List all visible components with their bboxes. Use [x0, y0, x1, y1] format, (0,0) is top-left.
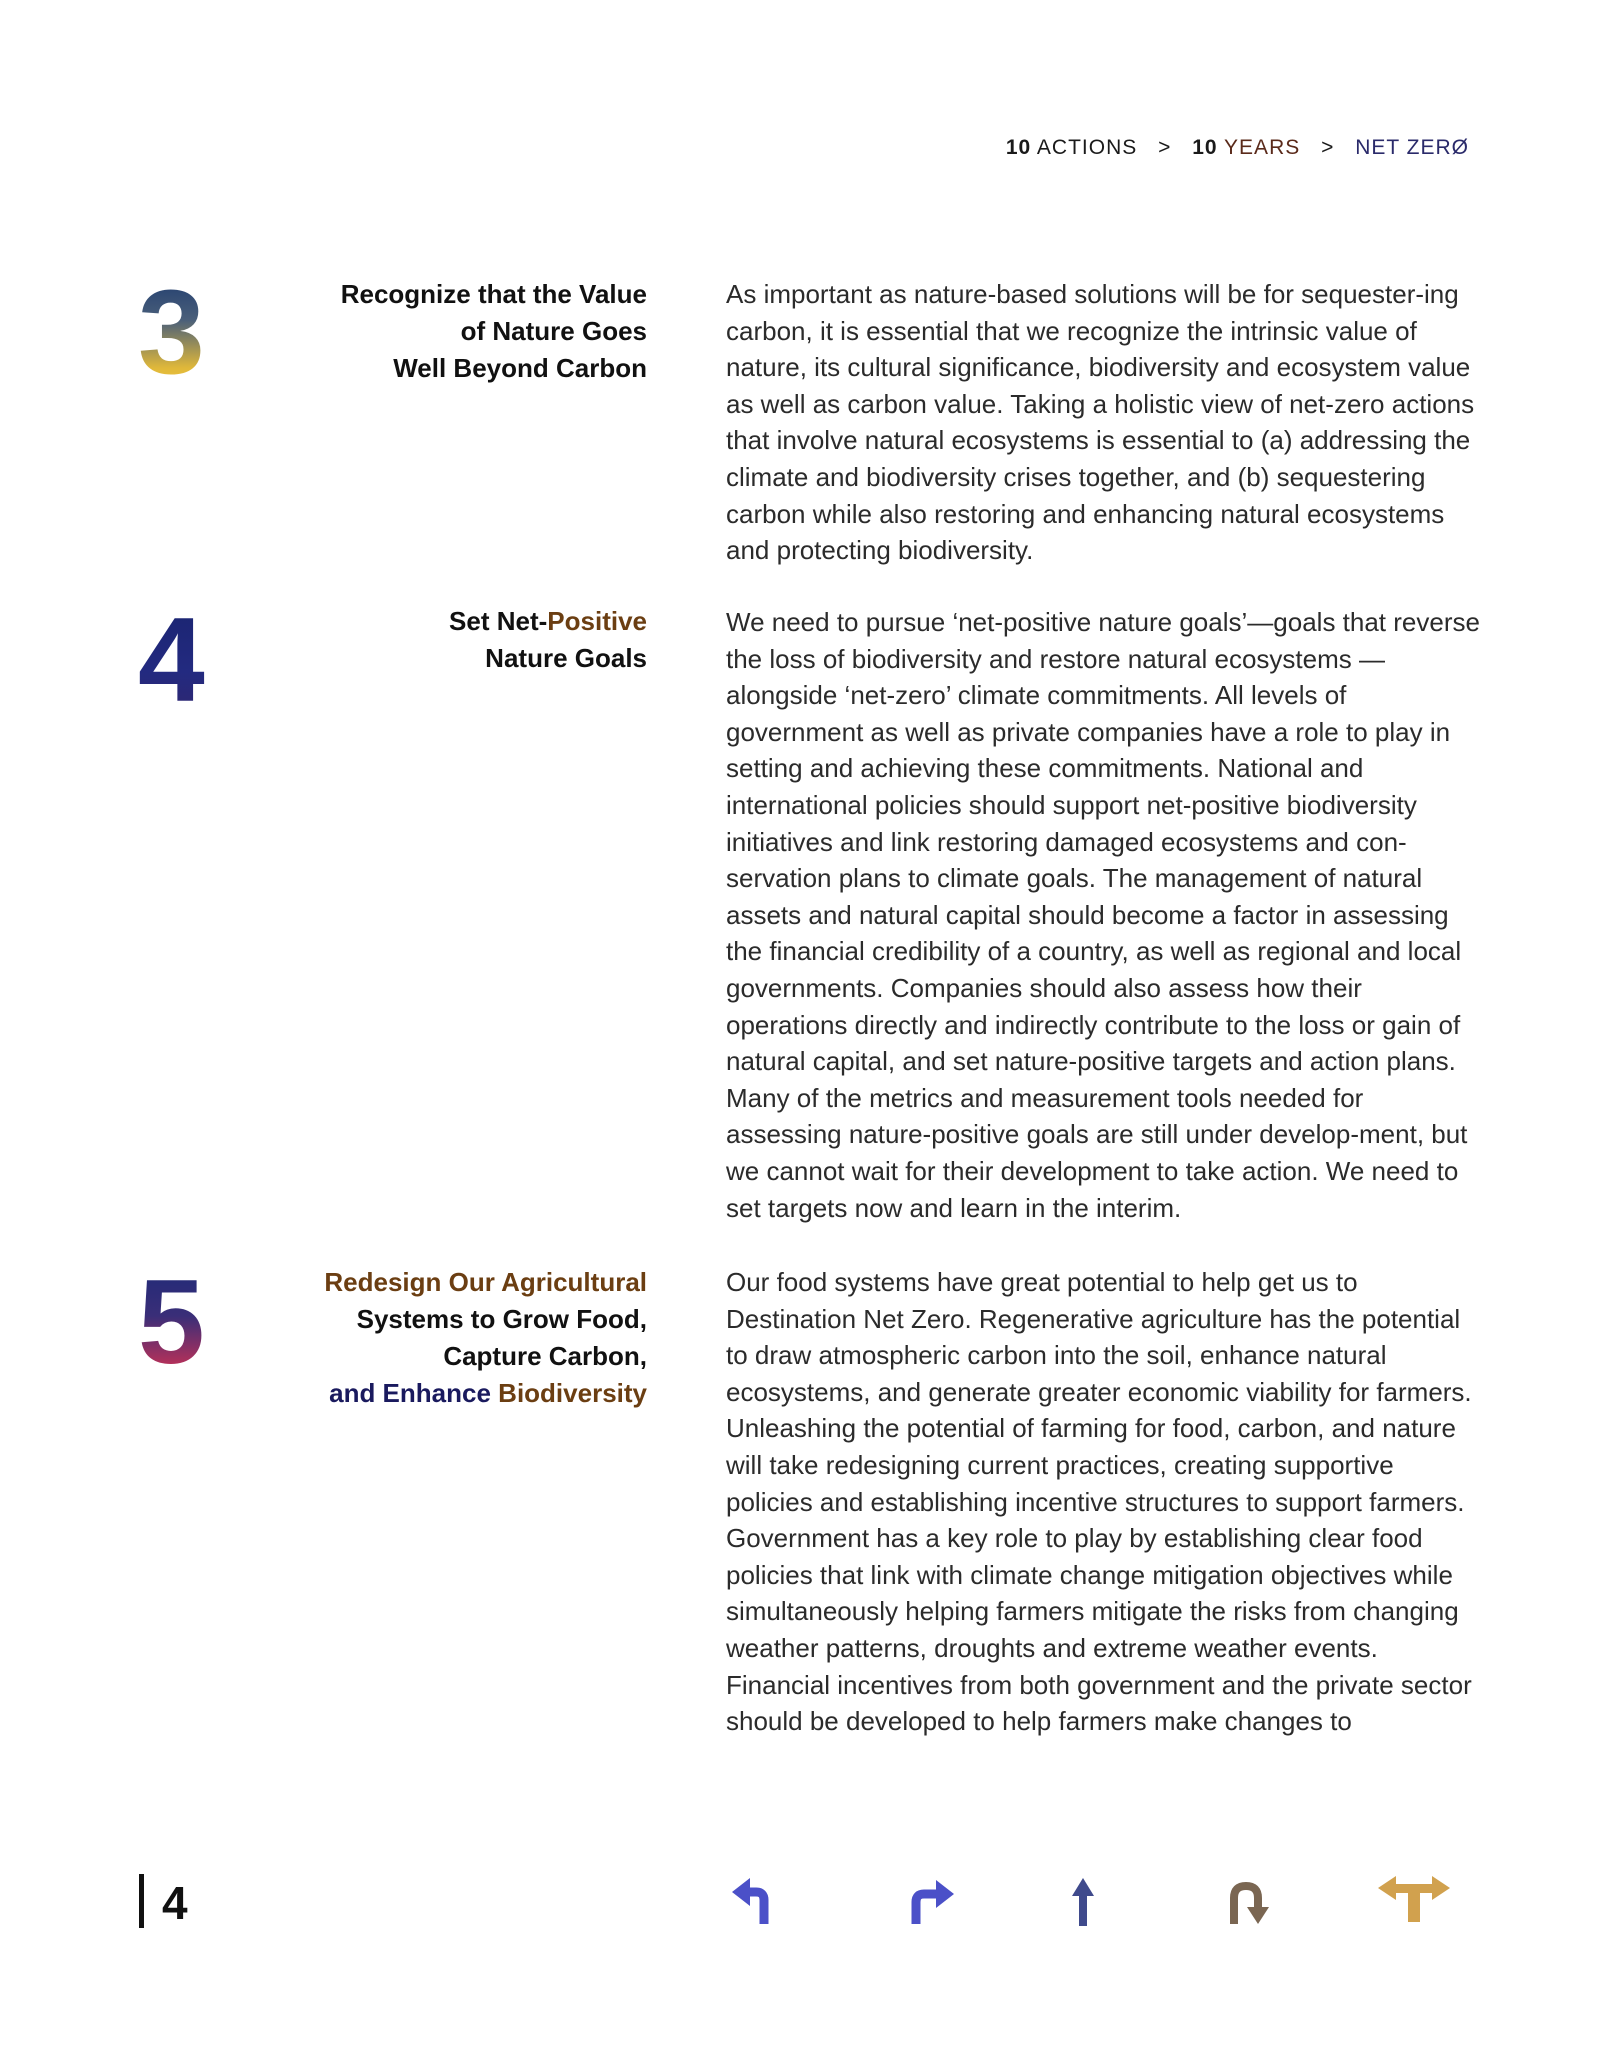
heading-fragment: Set Net-: [449, 606, 548, 636]
section-heading: [247, 276, 647, 387]
u-turn-icon: [1222, 1878, 1272, 1928]
heading-line: of Nature Goes: [460, 316, 647, 346]
section-number: 3: [138, 265, 205, 399]
breadcrumb-separator: >: [1158, 136, 1172, 159]
turn-right-icon: [906, 1878, 956, 1928]
heading-line: Recognize that the Value: [340, 279, 647, 309]
heading-line: Redesign Our Agricultural: [324, 1267, 647, 1297]
crumb-actions-number: 10: [1005, 136, 1032, 159]
crumb-net-zero-label: NET ZERØ: [1355, 136, 1469, 159]
t-junction-icon: [1378, 1874, 1450, 1924]
breadcrumb: [1006, 136, 1469, 160]
heading-line: [247, 603, 647, 640]
heading-line: Well Beyond Carbon: [393, 353, 647, 383]
section-heading: [247, 1264, 647, 1412]
heading-fragment: and Enhance: [329, 1378, 491, 1408]
heading-fragment: Biodiversity: [498, 1378, 647, 1408]
heading-line: [247, 1375, 647, 1412]
crumb-years-label: YEARS: [1224, 136, 1301, 159]
breadcrumb-separator: >: [1321, 136, 1335, 159]
turn-left-icon: [730, 1878, 780, 1928]
section-body: As important as nature-based solutions will be for sequester-ing carbon, it is essential that we recognize the intrinsic value of nature, its cultural significance, biodiversity and ecosystem value as well as carbon value. Taking a holistic view of net-zero actions that involve natural ecosystems is essential to (a) addressing the climate and biodiversity crises together, and (b) sequestering carbon while also restoring and enhancing natural ecosystems and protecting biodiversity.: [726, 279, 1475, 566]
section-number: 5: [138, 1255, 205, 1389]
crumb-actions-label: ACTIONS: [1036, 136, 1138, 159]
crumb-years-number: 10: [1192, 136, 1218, 159]
section-body: We need to pursue ‘net-positive nature goals’—goals that reverse the loss of biodiversity and restore natural ecosystems —alongside ‘net-zero’ climate commitments. All levels of government as well as private companies have a role to play in setting and achieving these commitments. National and international policies should support net-positive biodiversity initiatives and link restoring damaged ecosystems and con-servation plans to climate goals. The management of natural assets and natural capital should become a factor in assessing the financial credibility of a country, as well as regional and local governments. Companies should also assess how their operations directly and indirectly contribute to the loss or gain of natural capital, and set nature-positive targets and action plans. Many of the metrics and measurement tools needed for assessing nature-positive goals are still under develop-ment, but we cannot wait for their development to take action. We need to set targets now and learn in the interim.: [726, 607, 1480, 1223]
section-number: 4: [138, 593, 205, 727]
straight-ahead-icon: [1058, 1878, 1108, 1928]
heading-line: Systems to Grow Food,: [356, 1304, 647, 1334]
heading-fragment: Positive: [547, 606, 647, 636]
heading-line: Nature Goals: [485, 643, 647, 673]
page-number: 4: [139, 1874, 188, 1928]
heading-line: Capture Carbon,: [443, 1341, 647, 1371]
section-body: Our food systems have great potential to help get us to Destination Net Zero. Regenerative agriculture has the potential to draw atmospheric carbon into the soil, enhance natural ecosystems, and generate greater economic viability for farmers. Unleashing the potential of farming for food, carbon, and nature will take redesigning current practices, creating supportive policies and establishing incentive structures to support farmers. Government has a key role to play by establishing clear food policies that link with climate change mitigation objectives while simultaneously helping farmers mitigate the risks from changing weather patterns, droughts and extreme weather events. Financial incentives from both government and the private sector should be developed to help farmers make changes to: [726, 1267, 1472, 1737]
section-heading: [247, 603, 647, 677]
